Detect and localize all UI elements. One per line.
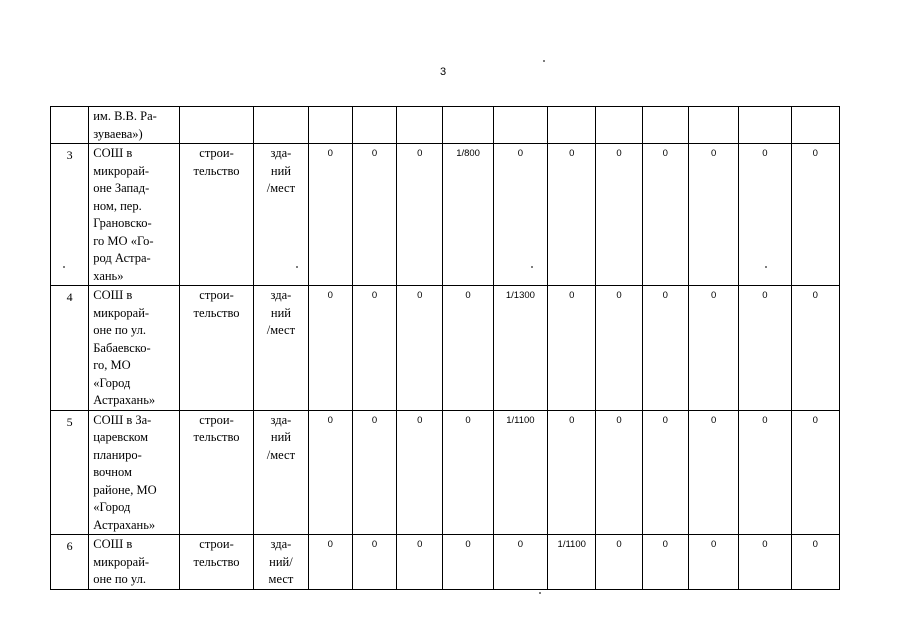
object-name-line: ном, пер. bbox=[93, 198, 142, 213]
object-name-cell bbox=[89, 410, 180, 535]
object-name-line: микрорай- bbox=[93, 305, 150, 320]
unit-cell bbox=[254, 410, 308, 535]
table-row bbox=[51, 144, 840, 286]
value-cell: 0 bbox=[642, 286, 688, 411]
work-type-cell bbox=[179, 107, 253, 144]
value-cell: 0 bbox=[352, 410, 396, 535]
work-type-cell bbox=[179, 286, 253, 411]
work-type-line: тельство bbox=[193, 163, 240, 178]
value-cell: 0 bbox=[791, 286, 839, 411]
unit-cell bbox=[254, 144, 308, 286]
object-name-line: вочном bbox=[93, 465, 132, 479]
object-name-line: го, МО bbox=[93, 358, 131, 372]
object-name-line: род Астра- bbox=[93, 251, 151, 265]
value-cell bbox=[596, 107, 642, 144]
value-cell: 1/1100 bbox=[548, 535, 596, 590]
object-name-line: «Город bbox=[93, 375, 131, 390]
table-row bbox=[51, 535, 840, 590]
object-name-line: микрорай- bbox=[93, 554, 150, 569]
work-type-line: тельство bbox=[193, 430, 240, 444]
table-row bbox=[51, 107, 840, 144]
object-name-line: СОШ в За- bbox=[93, 412, 152, 427]
work-type-cell bbox=[179, 410, 253, 535]
value-cell: 0 bbox=[352, 144, 396, 286]
object-name-line: оне Запад- bbox=[93, 181, 150, 195]
row-number-cell: 3 bbox=[51, 144, 89, 286]
object-name-cell bbox=[89, 144, 180, 286]
object-name-line: Грановско- bbox=[93, 216, 152, 230]
value-cell: 0 bbox=[739, 535, 791, 590]
object-name-line: Астрахань» bbox=[93, 393, 156, 407]
object-name-line: Бабаевско- bbox=[93, 340, 151, 355]
work-type-line: строи- bbox=[199, 288, 234, 302]
value-cell bbox=[791, 107, 839, 144]
value-cell bbox=[493, 107, 547, 144]
work-type-line: строи- bbox=[199, 412, 234, 427]
value-cell: 0 bbox=[308, 144, 352, 286]
value-cell: 1/1100 bbox=[493, 410, 547, 535]
unit-line: зда- bbox=[270, 146, 292, 160]
value-cell: 0 bbox=[548, 286, 596, 411]
row-number-cell: 4 bbox=[51, 286, 89, 411]
value-cell: 0 bbox=[596, 144, 642, 286]
value-cell: 0 bbox=[352, 535, 396, 590]
unit-line: мест bbox=[268, 572, 294, 586]
row-number-cell: 5 bbox=[51, 410, 89, 535]
value-cell: 0 bbox=[308, 286, 352, 411]
value-cell: 0 bbox=[443, 286, 493, 411]
value-cell: 0 bbox=[739, 410, 791, 535]
unit-line: ний bbox=[270, 163, 291, 178]
object-name-line: «Город bbox=[93, 500, 131, 514]
value-cell bbox=[308, 107, 352, 144]
work-type-line: строи- bbox=[199, 146, 234, 160]
value-cell: 1/800 bbox=[443, 144, 493, 286]
value-cell: 0 bbox=[739, 144, 791, 286]
row-number-cell: 6 bbox=[51, 535, 89, 590]
value-cell: 0 bbox=[688, 410, 738, 535]
object-name-line: СОШ в bbox=[93, 537, 133, 551]
value-cell: 0 bbox=[642, 410, 688, 535]
unit-line: ний bbox=[270, 430, 291, 444]
value-cell: 0 bbox=[739, 286, 791, 411]
value-cell: 0 bbox=[397, 410, 443, 535]
value-cell: 0 bbox=[596, 410, 642, 535]
value-cell: 0 bbox=[352, 286, 396, 411]
object-name-line: Астрахань» bbox=[93, 517, 156, 532]
unit-line: ний bbox=[270, 305, 291, 320]
unit-line: зда- bbox=[270, 412, 292, 427]
object-name-line: микрорай- bbox=[93, 163, 150, 178]
unit-line: ний/ bbox=[269, 554, 293, 569]
value-cell: 0 bbox=[596, 535, 642, 590]
value-cell: 0 bbox=[791, 410, 839, 535]
value-cell: 0 bbox=[548, 144, 596, 286]
value-cell: 0 bbox=[791, 144, 839, 286]
value-cell: 0 bbox=[642, 144, 688, 286]
value-cell bbox=[397, 107, 443, 144]
value-cell: 0 bbox=[308, 410, 352, 535]
scan-speck bbox=[539, 592, 541, 594]
scan-speck bbox=[543, 60, 545, 62]
object-name-line: СОШ в bbox=[93, 288, 133, 302]
object-name-line: хань» bbox=[93, 268, 124, 283]
value-cell: 0 bbox=[596, 286, 642, 411]
work-type-cell bbox=[179, 535, 253, 590]
value-cell: 0 bbox=[688, 286, 738, 411]
scan-speck bbox=[63, 266, 65, 268]
unit-line: зда- bbox=[270, 537, 292, 551]
value-cell: 0 bbox=[791, 535, 839, 590]
object-name-cell bbox=[89, 535, 180, 590]
unit-line: /мест bbox=[266, 323, 296, 337]
object-name-cell bbox=[89, 107, 180, 144]
object-name-line: районе, МО bbox=[93, 482, 157, 497]
table-row bbox=[51, 286, 840, 411]
value-cell: 0 bbox=[688, 144, 738, 286]
object-name-line: оне по ул. bbox=[93, 323, 146, 337]
work-type-line: тельство bbox=[193, 305, 240, 320]
object-name-line: зуваева») bbox=[93, 126, 143, 141]
value-cell: 0 bbox=[548, 410, 596, 535]
unit-cell bbox=[254, 286, 308, 411]
value-cell: 0 bbox=[493, 535, 547, 590]
value-cell: 0 bbox=[642, 535, 688, 590]
value-cell bbox=[548, 107, 596, 144]
investment-table bbox=[50, 106, 840, 590]
value-cell bbox=[443, 107, 493, 144]
work-type-line: строи- bbox=[199, 537, 234, 551]
page-number: 3 bbox=[440, 66, 447, 78]
value-cell bbox=[688, 107, 738, 144]
object-name-line: оне по ул. bbox=[93, 572, 146, 586]
unit-line: /мест bbox=[266, 447, 296, 462]
work-type-line: тельство bbox=[193, 554, 240, 569]
value-cell: 0 bbox=[443, 410, 493, 535]
scan-speck bbox=[531, 266, 533, 268]
scan-speck bbox=[296, 266, 298, 268]
object-name-line: планиро- bbox=[93, 447, 142, 462]
row-number-cell bbox=[51, 107, 89, 144]
object-name-line: го МО «Го- bbox=[93, 233, 154, 248]
object-name-line: царевском bbox=[93, 430, 149, 444]
unit-cell bbox=[254, 535, 308, 590]
value-cell bbox=[739, 107, 791, 144]
value-cell: 0 bbox=[688, 535, 738, 590]
value-cell: 0 bbox=[397, 535, 443, 590]
scan-speck bbox=[765, 266, 767, 268]
object-name-line: СОШ в bbox=[93, 146, 133, 160]
table-body bbox=[51, 107, 840, 590]
value-cell: 0 bbox=[443, 535, 493, 590]
value-cell: 0 bbox=[493, 144, 547, 286]
value-cell: 0 bbox=[397, 144, 443, 286]
value-cell bbox=[352, 107, 396, 144]
value-cell: 1/1300 bbox=[493, 286, 547, 411]
work-type-cell bbox=[179, 144, 253, 286]
value-cell bbox=[642, 107, 688, 144]
value-cell: 0 bbox=[397, 286, 443, 411]
table-row bbox=[51, 410, 840, 535]
object-name-cell bbox=[89, 286, 180, 411]
object-name-line: им. В.В. Ра- bbox=[93, 109, 157, 123]
unit-line: зда- bbox=[270, 288, 292, 302]
unit-line: /мест bbox=[266, 181, 296, 195]
value-cell: 0 bbox=[308, 535, 352, 590]
unit-cell bbox=[254, 107, 308, 144]
